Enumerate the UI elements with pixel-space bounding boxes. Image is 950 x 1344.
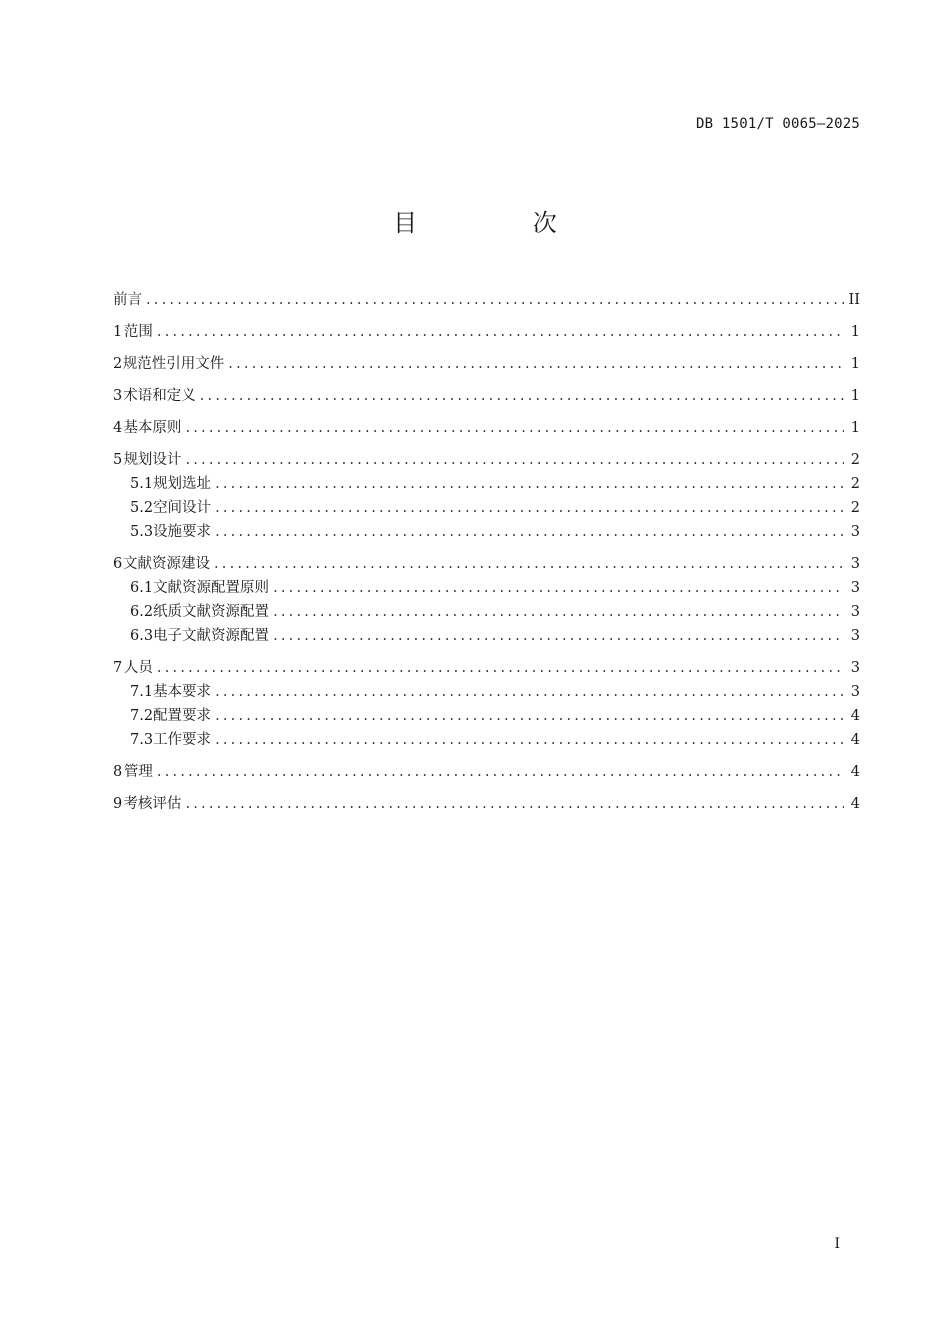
- toc-subentry[interactable]: [113, 704, 860, 728]
- toc-entry[interactable]: [113, 792, 860, 816]
- toc-entry-title: 规划设计: [123, 452, 182, 468]
- toc-entry-title: 配置要求: [153, 708, 212, 724]
- toc-entry-page: 3: [850, 684, 860, 700]
- toc-entry-number: 7.3: [130, 732, 154, 748]
- toc-entry-page: 1: [850, 420, 860, 436]
- toc-entry-page: 3: [850, 524, 860, 540]
- toc-entry-title: 纸质文献资源配置: [153, 604, 270, 620]
- toc-entry-page: 3: [850, 580, 860, 596]
- toc-dot-leader: [215, 472, 844, 496]
- toc-entry[interactable]: [113, 384, 860, 408]
- toc-entry-title: 规范性引用文件: [122, 356, 225, 372]
- toc-entry-number: 4: [113, 420, 123, 436]
- toc-entry-title: 前言: [113, 292, 142, 308]
- toc-entry-number: 5.1: [130, 476, 154, 492]
- toc-entry-title: 管理: [123, 764, 153, 780]
- toc-dot-leader: [157, 320, 844, 344]
- toc-entry-title: 文献资源建设: [122, 556, 210, 572]
- toc-dot-leader: [215, 680, 844, 704]
- toc-entry-page: 1: [850, 388, 860, 404]
- toc-entry[interactable]: [113, 656, 860, 680]
- toc-entry-number: 5.2: [130, 500, 154, 516]
- toc-entry[interactable]: [113, 320, 860, 344]
- toc-entry-title: 术语和定义: [123, 388, 196, 404]
- toc-entry-page: 1: [850, 356, 860, 372]
- toc-dot-leader: [215, 728, 844, 752]
- toc-dot-leader: [273, 576, 844, 600]
- toc-entry-title: 空间设计: [153, 500, 212, 516]
- toc-entry[interactable]: [113, 416, 860, 440]
- toc-entry-page: 4: [850, 764, 860, 780]
- toc-subentry[interactable]: [113, 600, 860, 624]
- toc-dot-leader: [215, 496, 844, 520]
- toc-entry-title: 文献资源配置原则: [153, 580, 270, 596]
- toc-entry-number: 7: [113, 660, 123, 676]
- toc-entry-page: 4: [850, 796, 860, 812]
- toc-entry[interactable]: [113, 552, 860, 576]
- toc-entry-page: II: [848, 292, 860, 308]
- toc-subentry[interactable]: [113, 728, 860, 752]
- toc-entry-title: 基本原则: [123, 420, 182, 436]
- toc-subentry[interactable]: [113, 472, 860, 496]
- toc-entry[interactable]: [113, 760, 860, 784]
- toc-entry-page: 4: [850, 732, 860, 748]
- toc-entry-number: 3: [113, 388, 123, 404]
- toc-dot-leader: [146, 288, 844, 312]
- toc-dot-leader: [273, 624, 844, 648]
- toc-entry-title: 基本要求: [153, 684, 212, 700]
- toc-dot-leader: [273, 600, 844, 624]
- toc-entry-number: 8: [113, 764, 123, 780]
- toc-entry-page: 1: [850, 324, 860, 340]
- toc-entry-page: 3: [850, 604, 860, 620]
- toc-entry-number: 6.2: [130, 604, 154, 620]
- toc-subentry[interactable]: [113, 680, 860, 704]
- toc-entry-page: 3: [850, 556, 860, 572]
- toc-entry-number: 7.2: [130, 708, 154, 724]
- toc-entry-number: 5: [113, 452, 123, 468]
- toc-entry-number: 9: [113, 796, 123, 812]
- toc-entry-title: 电子文献资源配置: [153, 628, 270, 644]
- toc-dot-leader: [157, 656, 844, 680]
- toc-subentry[interactable]: [113, 520, 860, 544]
- toc-entry-title: 设施要求: [153, 524, 212, 540]
- toc-entry-page: 2: [850, 452, 860, 468]
- toc-entry[interactable]: [113, 352, 860, 376]
- toc-entry-title: 人员: [123, 660, 153, 676]
- toc-dot-leader: [157, 760, 844, 784]
- toc-dot-leader: [185, 792, 844, 816]
- toc-subentry[interactable]: [113, 624, 860, 648]
- toc-entry[interactable]: [113, 448, 860, 472]
- toc-entry[interactable]: [113, 288, 860, 312]
- toc-entry-number: 2: [113, 356, 123, 372]
- toc-subentry[interactable]: [113, 496, 860, 520]
- toc-entry-page: 2: [850, 476, 860, 492]
- toc-entry-page: 4: [850, 708, 860, 724]
- toc-entry-number: 5.3: [130, 524, 154, 540]
- toc-dot-leader: [214, 552, 844, 576]
- toc-entry-number: 6: [113, 556, 123, 572]
- toc-dot-leader: [200, 384, 844, 408]
- toc-subentry[interactable]: [113, 576, 860, 600]
- toc-entry-page: 2: [850, 500, 860, 516]
- table-of-contents: [113, 288, 860, 816]
- toc-dot-leader: [228, 352, 844, 376]
- toc-dot-leader: [185, 416, 844, 440]
- toc-entry-number: 1: [113, 324, 123, 340]
- toc-dot-leader: [215, 704, 844, 728]
- page-number: I: [834, 1236, 840, 1252]
- toc-entry-page: 3: [850, 628, 860, 644]
- toc-entry-title: 规划选址: [153, 476, 212, 492]
- toc-dot-leader: [185, 448, 844, 472]
- toc-entry-title: 考核评估: [123, 796, 182, 812]
- toc-entry-title: 范围: [123, 324, 153, 340]
- toc-entry-number: 7.1: [130, 684, 154, 700]
- toc-entry-number: 6.1: [130, 580, 154, 596]
- toc-title: 目 次: [393, 209, 611, 237]
- toc-entry-title: 工作要求: [153, 732, 212, 748]
- toc-entry-number: 6.3: [130, 628, 154, 644]
- toc-dot-leader: [215, 520, 844, 544]
- toc-entry-page: 3: [850, 660, 860, 676]
- document-code: DB 1501/T 0065—2025: [696, 116, 860, 132]
